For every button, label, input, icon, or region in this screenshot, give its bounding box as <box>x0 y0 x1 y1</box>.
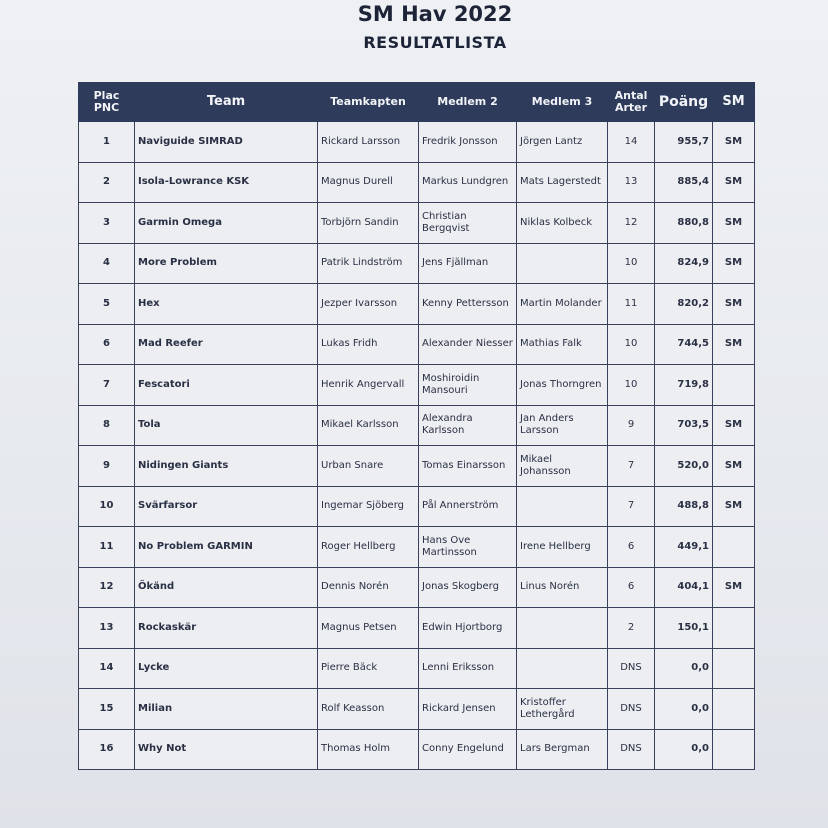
cell-points: 885,4 <box>655 162 713 203</box>
cell-points: 150,1 <box>655 608 713 649</box>
cell-team: Why Not <box>135 729 318 770</box>
cell-member2: Tomas Einarsson <box>419 446 517 487</box>
cell-team: Svärfarsor <box>135 486 318 527</box>
cell-member2: Kenny Pettersson <box>419 284 517 325</box>
cell-species: 2 <box>608 608 655 649</box>
cell-member2: Fredrik Jonsson <box>419 122 517 163</box>
table-row <box>79 122 755 163</box>
cell-sm: SM <box>713 324 755 365</box>
cell-member3: Kristoffer Lethergård <box>517 689 608 730</box>
cell-sm: SM <box>713 567 755 608</box>
cell-sm <box>713 365 755 406</box>
cell-species: 7 <box>608 486 655 527</box>
table-row <box>79 729 755 770</box>
cell-place: 11 <box>79 527 135 568</box>
cell-team: Lycke <box>135 648 318 689</box>
cell-member2: Lenni Eriksson <box>419 648 517 689</box>
table-row <box>79 689 755 730</box>
header-place: Plac PNC <box>79 83 135 122</box>
cell-team: Ökänd <box>135 567 318 608</box>
cell-sm <box>713 648 755 689</box>
header-sm: SM <box>713 83 755 122</box>
cell-species: 7 <box>608 446 655 487</box>
cell-species: DNS <box>608 729 655 770</box>
cell-species: 12 <box>608 203 655 244</box>
table-row <box>79 486 755 527</box>
cell-points: 703,5 <box>655 405 713 446</box>
cell-species: 9 <box>608 405 655 446</box>
cell-species: DNS <box>608 689 655 730</box>
cell-captain: Dennis Norén <box>318 567 419 608</box>
cell-place: 12 <box>79 567 135 608</box>
document-title: SM Hav 2022 <box>357 2 513 26</box>
table-row <box>79 365 755 406</box>
cell-points: 449,1 <box>655 527 713 568</box>
cell-place: 6 <box>79 324 135 365</box>
cell-species: 10 <box>608 365 655 406</box>
cell-species: 13 <box>608 162 655 203</box>
cell-captain: Rolf Keasson <box>318 689 419 730</box>
cell-species: 10 <box>608 324 655 365</box>
cell-captain: Henrik Angervall <box>318 365 419 406</box>
cell-sm: SM <box>713 284 755 325</box>
cell-place: 8 <box>79 405 135 446</box>
cell-member3: Irene Hellberg <box>517 527 608 568</box>
cell-member2: Pål Annerström <box>419 486 517 527</box>
cell-place: 4 <box>79 243 135 284</box>
cell-team: Nidingen Giants <box>135 446 318 487</box>
cell-sm: SM <box>713 122 755 163</box>
cell-team: Hex <box>135 284 318 325</box>
cell-team: Garmin Omega <box>135 203 318 244</box>
cell-team: Rockaskär <box>135 608 318 649</box>
cell-place: 13 <box>79 608 135 649</box>
cell-member3: Lars Bergman <box>517 729 608 770</box>
table-row <box>79 162 755 203</box>
cell-points: 744,5 <box>655 324 713 365</box>
cell-member2: Markus Lundgren <box>419 162 517 203</box>
cell-captain: Jezper Ivarsson <box>318 284 419 325</box>
cell-points: 520,0 <box>655 446 713 487</box>
header-species: Antal Arter <box>608 83 655 122</box>
cell-member2: Edwin Hjortborg <box>419 608 517 649</box>
cell-species: 14 <box>608 122 655 163</box>
header-team: Team <box>135 83 318 122</box>
cell-sm <box>713 527 755 568</box>
cell-member3 <box>517 608 608 649</box>
cell-member2: Alexandra Karlsson <box>419 405 517 446</box>
cell-sm: SM <box>713 243 755 284</box>
cell-sm <box>713 689 755 730</box>
cell-member3 <box>517 486 608 527</box>
table-row <box>79 324 755 365</box>
cell-member2: Christian Bergqvist <box>419 203 517 244</box>
cell-place: 2 <box>79 162 135 203</box>
cell-sm: SM <box>713 162 755 203</box>
cell-species: 6 <box>608 527 655 568</box>
cell-points: 0,0 <box>655 689 713 730</box>
cell-member3 <box>517 648 608 689</box>
cell-team: Tola <box>135 405 318 446</box>
cell-team: No Problem GARMIN <box>135 527 318 568</box>
cell-place: 14 <box>79 648 135 689</box>
cell-captain: Urban Snare <box>318 446 419 487</box>
header-row <box>79 83 755 122</box>
cell-points: 404,1 <box>655 567 713 608</box>
cell-member3: Niklas Kolbeck <box>517 203 608 244</box>
table-row <box>79 446 755 487</box>
table-row <box>79 527 755 568</box>
cell-place: 5 <box>79 284 135 325</box>
cell-member3 <box>517 243 608 284</box>
cell-captain: Patrik Lindström <box>318 243 419 284</box>
cell-member2: Hans Ove Martinsson <box>419 527 517 568</box>
cell-species: DNS <box>608 648 655 689</box>
cell-sm <box>713 608 755 649</box>
cell-captain: Magnus Petsen <box>318 608 419 649</box>
header-member2: Medlem 2 <box>419 83 517 122</box>
cell-team: Milian <box>135 689 318 730</box>
header-member3: Medlem 3 <box>517 83 608 122</box>
cell-member3: Linus Norén <box>517 567 608 608</box>
cell-points: 0,0 <box>655 648 713 689</box>
cell-captain: Pierre Bäck <box>318 648 419 689</box>
results-body <box>79 122 755 770</box>
cell-member3: Martin Molander <box>517 284 608 325</box>
table-row <box>79 567 755 608</box>
cell-member2: Moshiroidin Mansouri <box>419 365 517 406</box>
cell-points: 955,7 <box>655 122 713 163</box>
cell-captain: Rickard Larsson <box>318 122 419 163</box>
cell-member2: Jens Fjällman <box>419 243 517 284</box>
cell-captain: Roger Hellberg <box>318 527 419 568</box>
cell-place: 1 <box>79 122 135 163</box>
cell-place: 9 <box>79 446 135 487</box>
cell-member3: Mathias Falk <box>517 324 608 365</box>
table-row <box>79 284 755 325</box>
cell-points: 488,8 <box>655 486 713 527</box>
table-row <box>79 243 755 284</box>
table-row <box>79 648 755 689</box>
cell-place: 7 <box>79 365 135 406</box>
cell-points: 824,9 <box>655 243 713 284</box>
cell-points: 719,8 <box>655 365 713 406</box>
cell-points: 0,0 <box>655 729 713 770</box>
table-row <box>79 203 755 244</box>
cell-team: Fescatori <box>135 365 318 406</box>
table-row <box>79 405 755 446</box>
cell-sm: SM <box>713 486 755 527</box>
cell-captain: Lukas Fridh <box>318 324 419 365</box>
cell-team: More Problem <box>135 243 318 284</box>
cell-member2: Alexander Niesser <box>419 324 517 365</box>
cell-team: Isola-Lowrance KSK <box>135 162 318 203</box>
cell-place: 3 <box>79 203 135 244</box>
cell-species: 11 <box>608 284 655 325</box>
cell-sm: SM <box>713 446 755 487</box>
cell-member2: Rickard Jensen <box>419 689 517 730</box>
cell-captain: Magnus Durell <box>318 162 419 203</box>
cell-member3: Mats Lagerstedt <box>517 162 608 203</box>
cell-place: 15 <box>79 689 135 730</box>
cell-sm: SM <box>713 405 755 446</box>
cell-member3: Jonas Thorngren <box>517 365 608 406</box>
cell-points: 880,8 <box>655 203 713 244</box>
document-subtitle: RESULTATLISTA <box>363 33 507 52</box>
header-points: Poäng <box>655 83 713 122</box>
table-row <box>79 608 755 649</box>
cell-member3: Jan Anders Larsson <box>517 405 608 446</box>
cell-sm <box>713 729 755 770</box>
cell-species: 6 <box>608 567 655 608</box>
cell-member2: Conny Engelund <box>419 729 517 770</box>
cell-team: Mad Reefer <box>135 324 318 365</box>
cell-member2: Jonas Skogberg <box>419 567 517 608</box>
cell-captain: Torbjörn Sandin <box>318 203 419 244</box>
cell-member3: Mikael Johansson <box>517 446 608 487</box>
results-table <box>78 82 755 770</box>
cell-species: 10 <box>608 243 655 284</box>
cell-captain: Ingemar Sjöberg <box>318 486 419 527</box>
cell-sm: SM <box>713 203 755 244</box>
header-captain: Teamkapten <box>318 83 419 122</box>
cell-points: 820,2 <box>655 284 713 325</box>
cell-team: Naviguide SIMRAD <box>135 122 318 163</box>
cell-captain: Mikael Karlsson <box>318 405 419 446</box>
cell-captain: Thomas Holm <box>318 729 419 770</box>
cell-place: 10 <box>79 486 135 527</box>
cell-member3: Jörgen Lantz <box>517 122 608 163</box>
cell-place: 16 <box>79 729 135 770</box>
